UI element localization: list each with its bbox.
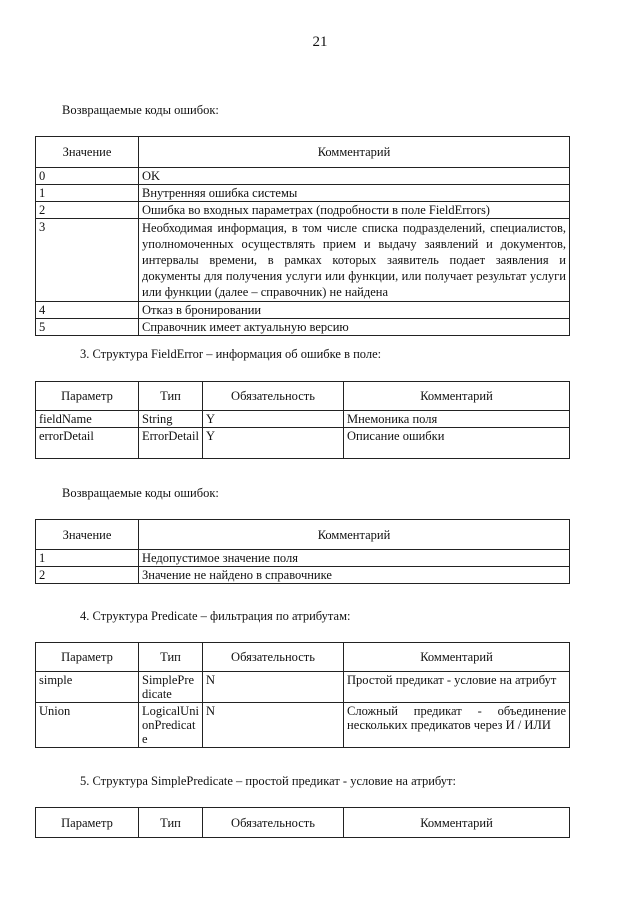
table-row [36, 202, 570, 219]
comment-cell: Ошибка во входных параметрах (подробности в поле FieldErrors) [139, 202, 570, 219]
header-cell: Комментарий [344, 382, 570, 411]
comment-cell: OK [139, 168, 570, 185]
comment-cell: Недопустимое значение поля [139, 550, 570, 567]
param-cell: errorDetail [36, 428, 139, 459]
code-cell: 2 [36, 567, 139, 584]
type-cell: ErrorDetail [139, 428, 203, 459]
param-cell: Union [36, 703, 139, 748]
comment-cell: Сложный предикат - объединение нескольких предикатов через И / ИЛИ [344, 703, 570, 748]
fielderror-title: 3. Структура FieldError – информация об ошибке в поле: [80, 347, 382, 361]
table-row [36, 319, 570, 336]
page-number: 21 [312, 34, 328, 50]
comment-cell: Справочник имеет актуальную версию [139, 319, 570, 336]
errors1-table [35, 136, 570, 336]
header-cell: Тип [139, 382, 203, 411]
table-header-row [36, 520, 570, 550]
code-cell: 1 [36, 185, 139, 202]
header-cell: Параметр [36, 643, 139, 672]
simplepredicate-title: 5. Структура SimplePredicate – простой предикат - условие на атрибут: [80, 774, 456, 788]
table-row [36, 411, 570, 428]
param-cell: simple [36, 672, 139, 703]
table-row [36, 567, 570, 584]
table-row [36, 219, 570, 302]
simplepredicate-table [35, 807, 570, 838]
comment-cell: Простой предикат - условие на атрибут [344, 672, 570, 703]
predicate-title: 4. Структура Predicate – фильтрация по атрибутам: [80, 609, 351, 623]
required-cell: Y [203, 428, 344, 459]
required-cell: Y [203, 411, 344, 428]
predicate-table [35, 642, 570, 748]
code-cell: 3 [36, 219, 139, 302]
table-header-row [36, 137, 570, 168]
header-cell: Параметр [36, 808, 139, 838]
table-header-row [36, 382, 570, 411]
comment-cell: Описание ошибки [344, 428, 570, 459]
comment-cell: Отказ в бронировании [139, 302, 570, 319]
header-cell: Комментарий [139, 520, 570, 550]
table-header-row [36, 808, 570, 838]
header-cell: Значение [36, 520, 139, 550]
comment-cell: Значение не найдено в справочнике [139, 567, 570, 584]
type-cell: SimplePredicate [139, 672, 203, 703]
header-cell: Обязательность [203, 382, 344, 411]
header-cell: Комментарий [344, 808, 570, 838]
header-cell: Обязательность [203, 808, 344, 838]
errors1-title: Возвращаемые коды ошибок: [62, 103, 219, 117]
required-cell: N [203, 672, 344, 703]
header-cell: Обязательность [203, 643, 344, 672]
table-row [36, 550, 570, 567]
table-row [36, 168, 570, 185]
table-row [36, 703, 570, 748]
code-cell: 4 [36, 302, 139, 319]
required-cell: N [203, 703, 344, 748]
code-cell: 5 [36, 319, 139, 336]
table-row [36, 672, 570, 703]
table-row [36, 302, 570, 319]
header-cell: Комментарий [139, 137, 570, 168]
type-cell: String [139, 411, 203, 428]
fielderror-table [35, 381, 570, 459]
comment-cell: Мнемоника поля [344, 411, 570, 428]
errors2-title: Возвращаемые коды ошибок: [62, 486, 219, 500]
comment-cell: Необходимая информация, в том числе списка подразделений, специалистов, уполномоченных осуществлять прием и выдачу заявлений и документов, интервалы времени, в рамках которых заявитель подает заявления и документы для получения услуги или функции, или получает результат услуги или функции (далее – справочник) не найдена [139, 219, 570, 302]
header-cell: Тип [139, 808, 203, 838]
header-cell: Параметр [36, 382, 139, 411]
header-cell: Тип [139, 643, 203, 672]
header-cell: Значение [36, 137, 139, 168]
type-cell: LogicalUnionPredicate [139, 703, 203, 748]
table-header-row [36, 643, 570, 672]
table-row [36, 185, 570, 202]
code-cell: 1 [36, 550, 139, 567]
table-row [36, 428, 570, 459]
comment-cell: Внутренняя ошибка системы [139, 185, 570, 202]
code-cell: 0 [36, 168, 139, 185]
header-cell: Комментарий [344, 643, 570, 672]
code-cell: 2 [36, 202, 139, 219]
param-cell: fieldName [36, 411, 139, 428]
errors2-table [35, 519, 570, 584]
